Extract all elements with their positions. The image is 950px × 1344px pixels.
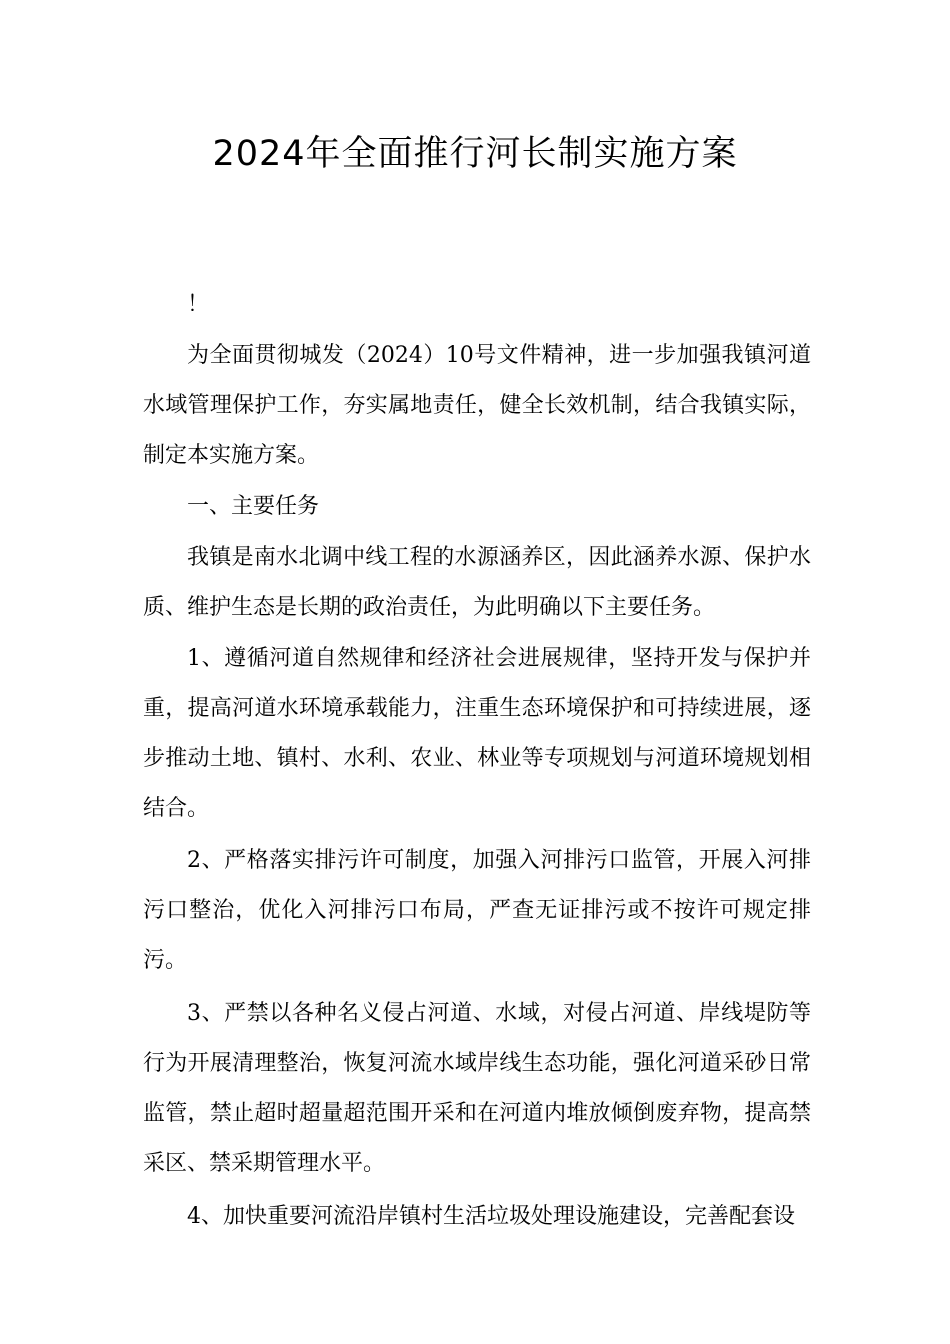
paragraph-intro: 为全面贯彻城发（2024）10号文件精神，进一步加强我镇河道水域管理保护工作，夯实属地责任，健全长效机制，结合我镇实际，制定本实施方案。 [143, 343, 811, 468]
document-body [143, 280, 811, 1243]
paragraph-exclamation: ！ [187, 292, 210, 317]
paragraph-tasks-intro: 我镇是南水北调中线工程的水源涵养区，因此涵养水源、保护水质、维护生态是长期的政治责任，为此明确以下主要任务。 [143, 545, 811, 620]
document-title: 2024年全面推行河长制实施方案 [212, 134, 738, 174]
paragraph-task-2: 2、严格落实排污许可制度，加强入河排污口监管，开展入河排污口整治，优化入河排污口布局，严查无证排污或不按许可规定排污。 [143, 848, 811, 973]
paragraph-task-3: 3、严禁以各种名义侵占河道、水域，对侵占河道、岸线堤防等行为开展清理整治，恢复河流水域岸线生态功能，强化河道采砂日常监管，禁止超时超量超范围开采和在河道内堆放倾倒废弃物，提高禁采区、禁采期管理水平。 [143, 1001, 811, 1176]
paragraph-task-1: 1、遵循河道自然规律和经济社会进展规律，坚持开发与保护并重，提高河道水环境承载能力，注重生态环境保护和可持续进展，逐步推动土地、镇村、水利、农业、林业等专项规划与河道环境规划相结合。 [143, 646, 811, 821]
paragraph-task-4: 4、加快重要河流沿岸镇村生活垃圾处理设施建设，完善配套设 [187, 1204, 795, 1229]
section-heading-main-tasks: 一、主要任务 [187, 494, 320, 519]
